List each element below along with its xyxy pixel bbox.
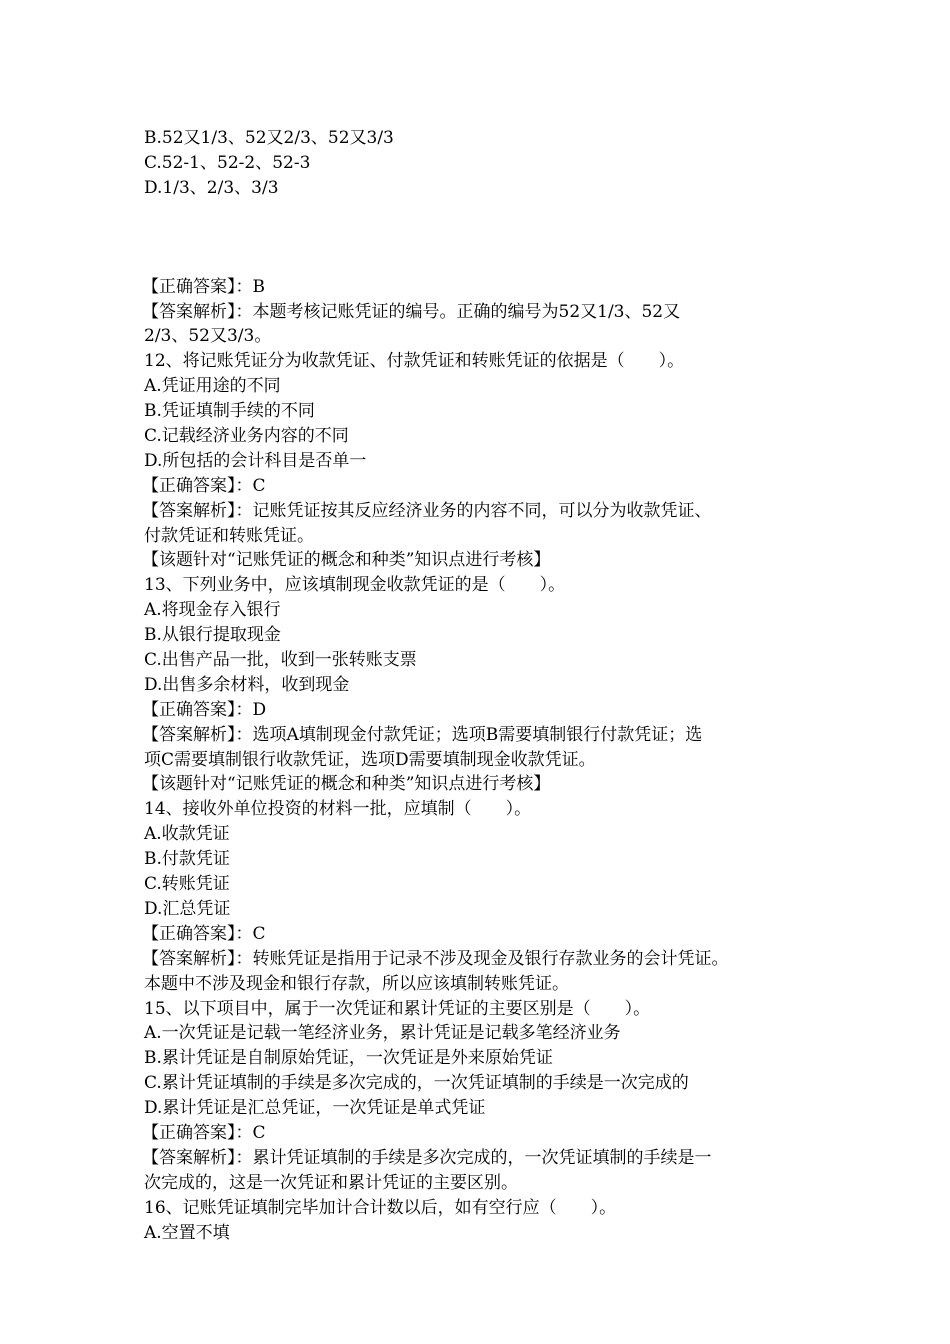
q14-option-b: B.付款凭证 (144, 849, 230, 870)
option-d: D.1/3、2/3、3/3 (144, 177, 279, 198)
question-15: 15、以下项目中，属于一次凭证和累计凭证的主要区别是（ ）。 (144, 998, 651, 1019)
q13-option-a: A.将现金存入银行 (144, 600, 281, 621)
correct-answer: 【正确答案】：B (142, 276, 265, 297)
q12-explanation-cont: 付款凭证和转账凭证。 (144, 525, 314, 546)
q12-explanation: 【答案解析】：记账凭证按其反应经济业务的内容不同，可以分为收款凭证、 (142, 500, 712, 521)
previous-question-options (144, 126, 824, 201)
q14-correct-answer: 【正确答案】：C (142, 923, 266, 944)
answer-explanation-cont: 2/3、52又3/3。 (144, 326, 272, 347)
q13-topic-note: 【该题针对“记账凭证的概念和种类”知识点进行考核】 (142, 774, 551, 795)
q14-explanation: 【答案解析】：转账凭证是指用于记录不涉及现金及银行存款业务的会计凭证。 (142, 948, 729, 969)
q15-option-d: D.累计凭证是汇总凭证，一次凭证是单式凭证 (144, 1098, 486, 1119)
q15-option-b: B.累计凭证是自制原始凭证，一次凭证是外来原始凭证 (144, 1048, 553, 1069)
q13-option-c: C.出售产品一批，收到一张转账支票 (144, 650, 417, 671)
q14-option-c: C.转账凭证 (144, 874, 230, 895)
q12-correct-answer: 【正确答案】：C (142, 475, 266, 496)
question-13: 13、下列业务中，应该填制现金收款凭证的是（ ）。 (144, 575, 566, 596)
spacer (144, 201, 824, 275)
q16-option-a: A.空置不填 (144, 1222, 230, 1243)
option-b: B.52又1/3、52又2/3、52又3/3 (144, 128, 394, 148)
q15-explanation: 【答案解析】：累计凭证填制的手续是多次完成的，一次凭证填制的手续是一 (142, 1147, 712, 1168)
answer-explanation: 【答案解析】：本题考核记账凭证的编号。正确的编号为52又1/3、52又 (142, 301, 681, 322)
q13-explanation-cont: 项C需要填制银行收款凭证，选项D需要填制现金收款凭证。 (144, 749, 596, 770)
document-page (144, 126, 824, 1245)
q14-explanation-cont: 本题中不涉及现金和银行存款，所以应该填制转账凭证。 (144, 973, 569, 994)
option-c: C.52-1、52-2、52-3 (144, 152, 311, 173)
q12-topic-note: 【该题针对“记账凭证的概念和种类”知识点进行考核】 (142, 550, 551, 571)
q12-option-b: B.凭证填制手续的不同 (144, 401, 315, 422)
q14-option-a: A.收款凭证 (144, 824, 230, 845)
main-content (144, 275, 824, 1246)
q15-explanation-cont: 次完成的，这是一次凭证和累计凭证的主要区别。 (144, 1172, 518, 1193)
q14-option-d: D.汇总凭证 (144, 898, 231, 919)
q13-option-b: B.从银行提取现金 (144, 625, 281, 646)
q12-option-a: A.凭证用途的不同 (144, 376, 281, 397)
question-14: 14、接收外单位投资的材料一批，应填制（ ）。 (144, 799, 532, 820)
question-16: 16、记账凭证填制完毕加计合计数以后，如有空行应（ ）。 (144, 1197, 617, 1218)
q12-option-c: C.记载经济业务内容的不同 (144, 426, 349, 447)
q15-option-a: A.一次凭证是记载一笔经济业务，累计凭证是记载多笔经济业务 (144, 1023, 621, 1044)
q15-option-c: C.累计凭证填制的手续是多次完成的，一次凭证填制的手续是一次完成的 (144, 1073, 689, 1094)
q13-explanation: 【答案解析】：选项A填制现金付款凭证；选项B需要填制银行付款凭证；选 (142, 724, 703, 745)
q12-option-d: D.所包括的会计科目是否单一 (144, 450, 367, 471)
q13-option-d: D.出售多余材料，收到现金 (144, 674, 350, 695)
question-12: 12、将记账凭证分为收款凭证、付款凭证和转账凭证的依据是（ ）。 (144, 351, 685, 372)
q15-correct-answer: 【正确答案】：C (142, 1122, 266, 1143)
q13-correct-answer: 【正确答案】：D (142, 699, 267, 720)
